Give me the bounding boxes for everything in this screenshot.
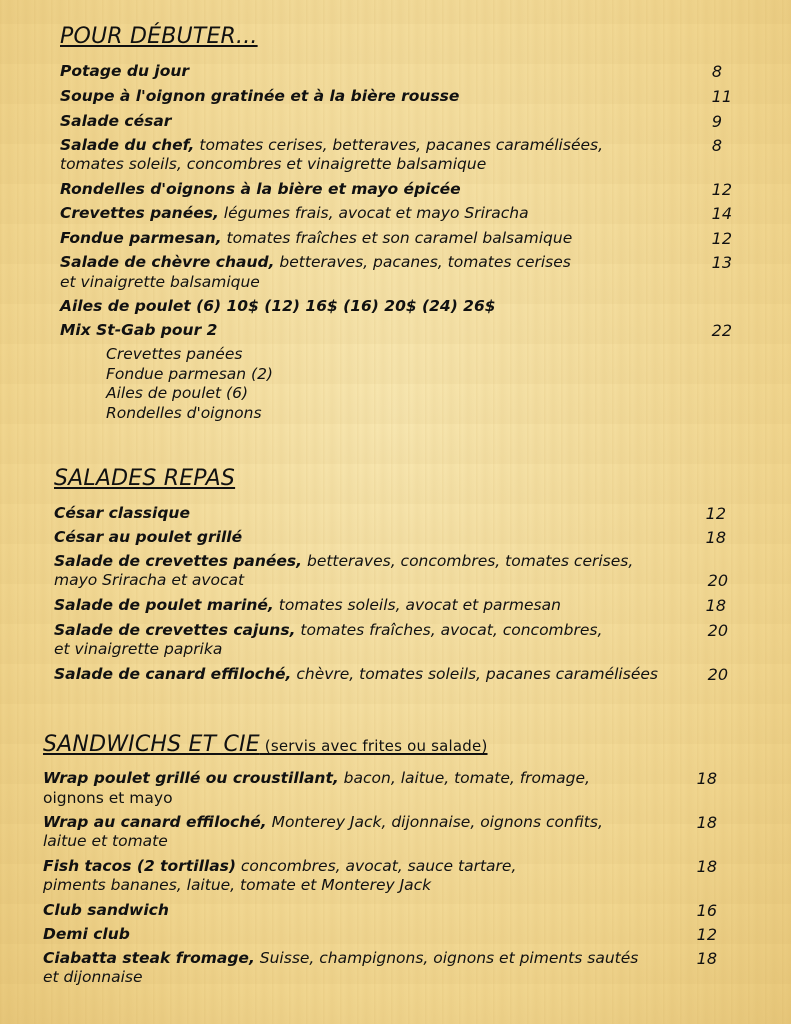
item-description-line2: oignons et mayo <box>43 789 173 807</box>
item-description-line2: et dijonnaise <box>43 968 143 986</box>
item-name: Ailes de poulet (6) 10$ (12) 16$ (16) 20$ (24) 26$ <box>60 297 496 315</box>
item-name: Wrap au canard effiloché, <box>43 813 267 831</box>
menu-item <box>43 949 638 969</box>
item-name: César au poulet grillé <box>54 528 243 546</box>
item-description: tomates cerises, betteraves, pacanes caramélisées, <box>194 136 604 154</box>
item-description-line2: mayo Sriracha et avocat <box>54 571 245 589</box>
item-description: Monterey Jack, dijonnaise, oignons confits, <box>266 813 603 831</box>
item-description: tomates fraîches et son caramel balsamique <box>221 229 573 247</box>
item-price: 12 <box>705 504 726 523</box>
item-description-line2: laitue et tomate <box>43 832 168 850</box>
mix-sub-item: Fondue parmesan (2) <box>106 365 273 383</box>
menu-item <box>60 180 461 200</box>
item-description: bacon, laitue, tomate, fromage, <box>338 769 590 787</box>
item-description: concombres, avocat, sauce tartare, <box>235 857 517 875</box>
item-description-line2: piments bananes, laitue, tomate et Monterey Jack <box>43 876 432 894</box>
menu-item <box>60 136 603 156</box>
item-price: 18 <box>705 596 726 615</box>
item-description: Suisse, champignons, oignons et piments sautés <box>254 949 639 967</box>
item-price: 22 <box>711 321 732 340</box>
menu-item <box>60 229 572 249</box>
mix-sub-item: Crevettes panées <box>106 345 243 363</box>
section-title-text: SANDWICHS ET CIE <box>43 732 260 757</box>
menu-item <box>43 813 603 833</box>
item-description: chèvre, tomates soleils, pacanes caramélisées <box>291 665 658 683</box>
section-title-salades: SALADES REPAS <box>54 466 236 491</box>
item-name: Salade césar <box>60 112 172 130</box>
item-price: 20 <box>707 571 728 590</box>
item-price: 18 <box>696 857 717 876</box>
menu-item <box>54 621 602 641</box>
item-price: 9 <box>711 112 722 131</box>
item-price: 12 <box>711 180 732 199</box>
menu-item <box>54 504 190 524</box>
item-description: betteraves, pacanes, tomates cerises <box>274 253 571 271</box>
menu-item <box>43 925 130 945</box>
item-price: 18 <box>696 813 717 832</box>
item-name: Mix St-Gab pour 2 <box>60 321 218 339</box>
item-name: Club sandwich <box>43 901 169 919</box>
item-price: 12 <box>711 229 732 248</box>
menu-item <box>60 297 496 317</box>
item-description: tomates soleils, avocat et parmesan <box>273 596 561 614</box>
item-price: 18 <box>696 769 717 788</box>
menu-item <box>60 204 529 224</box>
section-title-debuter: POUR DÉBUTER... <box>60 24 258 49</box>
menu-item <box>43 769 590 789</box>
item-name: Demi club <box>43 925 130 943</box>
item-name: Wrap poulet grillé ou croustillant, <box>43 769 339 787</box>
menu-item <box>60 87 459 107</box>
item-name: Potage du jour <box>60 62 190 80</box>
item-name: Salade de chèvre chaud, <box>60 253 275 271</box>
section-title-sandwichs <box>43 732 488 757</box>
menu-item <box>60 112 171 132</box>
item-description-line2: et vinaigrette paprika <box>54 640 223 658</box>
item-price: 20 <box>707 665 728 684</box>
menu-item <box>54 665 658 685</box>
menu-item <box>60 321 217 341</box>
mix-sub-item: Rondelles d'oignons <box>106 404 262 422</box>
item-price: 14 <box>711 204 732 223</box>
item-name: Salade de canard effiloché, <box>54 665 292 683</box>
item-description: légumes frais, avocat et mayo Sriracha <box>218 204 529 222</box>
item-name: Salade de poulet mariné, <box>54 596 274 614</box>
menu-item <box>43 857 516 877</box>
item-description-line2: tomates soleils, concombres et vinaigrette balsamique <box>60 155 487 173</box>
menu-item <box>60 62 189 82</box>
item-name: Fondue parmesan, <box>60 229 222 247</box>
menu-item <box>43 901 169 921</box>
item-price: 11 <box>711 87 732 106</box>
item-description: betteraves, concombres, tomates cerises, <box>302 552 634 570</box>
mix-sub-item: Ailes de poulet (6) <box>106 384 249 402</box>
item-name: Ciabatta steak fromage, <box>43 949 255 967</box>
item-description-line2: et vinaigrette balsamique <box>60 273 260 291</box>
item-price: 18 <box>705 528 726 547</box>
item-name: César classique <box>54 504 190 522</box>
menu-item <box>60 253 571 273</box>
menu-item <box>54 552 633 572</box>
item-name: Salade de crevettes panées, <box>54 552 303 570</box>
menu-item <box>54 528 242 548</box>
item-price: 8 <box>711 136 722 155</box>
item-name: Rondelles d'oignons à la bière et mayo épicée <box>60 180 461 198</box>
item-price: 12 <box>696 925 717 944</box>
item-price: 16 <box>696 901 717 920</box>
item-name: Fish tacos (2 tortillas) <box>43 857 236 875</box>
section-note: (servis avec frites ou salade) <box>259 737 488 755</box>
item-price: 20 <box>707 621 728 640</box>
item-description: tomates fraîches, avocat, concombres, <box>295 621 603 639</box>
item-name: Salade du chef, <box>60 136 195 154</box>
item-name: Crevettes panées, <box>60 204 219 222</box>
item-price: 18 <box>696 949 717 968</box>
item-price: 8 <box>711 62 722 81</box>
menu-item <box>54 596 561 616</box>
item-name: Soupe à l'oignon gratinée et à la bière rousse <box>60 87 460 105</box>
item-price: 13 <box>711 253 732 272</box>
item-name: Salade de crevettes cajuns, <box>54 621 296 639</box>
